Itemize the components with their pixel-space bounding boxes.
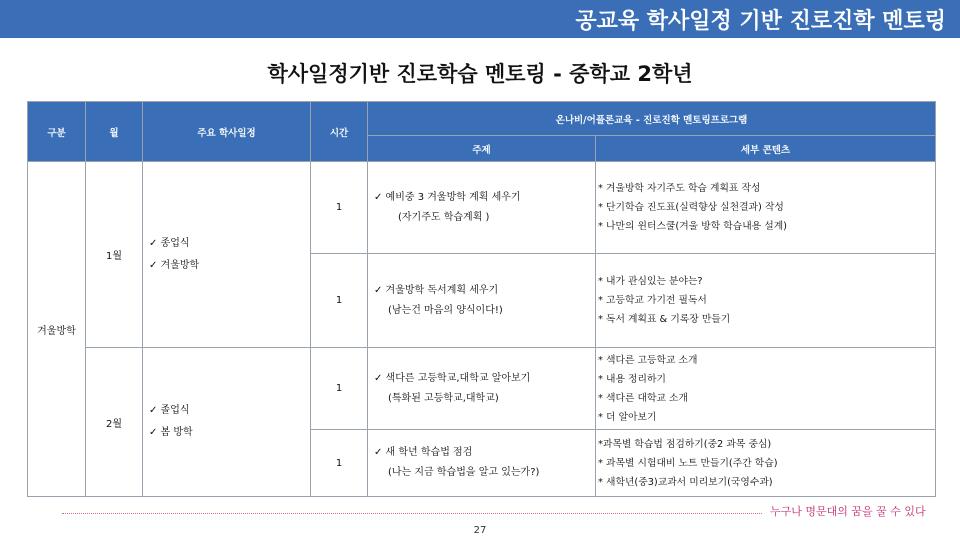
topic-main: ✓ 색다른 고등학교,대학교 알아보기	[374, 372, 531, 384]
detail-item: * 더 알아보기	[598, 411, 657, 423]
topic-main: ✓ 겨울방학 독서계획 세우기	[374, 284, 499, 296]
month-cell	[86, 348, 143, 497]
header-topic: 주제	[368, 136, 596, 162]
category-label: 겨울방학	[37, 325, 76, 337]
top-banner	[0, 0, 960, 38]
header-time: 시간	[311, 102, 368, 162]
schedule-event: ✓ 겨울방학	[149, 259, 200, 271]
category-cell	[28, 162, 86, 497]
details-cell	[596, 348, 936, 430]
footer-slogan: 누구나 명문대의 꿈을 꿀 수 있다	[770, 505, 926, 518]
detail-item: * 새학년(중3)교과서 미리보기(국영수과)	[598, 476, 773, 488]
topic-sub: (자기주도 학습계획 )	[398, 211, 490, 223]
details-cell	[596, 162, 936, 254]
header-details: 세부 콘텐츠	[596, 136, 936, 162]
detail-item: * 내가 관심있는 분야는?	[598, 276, 703, 287]
detail-item: * 과목별 시험대비 노트 만들기(주간 학습)	[598, 457, 778, 469]
time-cell: 1	[311, 430, 368, 497]
schedule-cell	[143, 348, 311, 497]
topic-cell	[368, 348, 596, 430]
detail-item: * 독서 계획표 & 기록장 만들기	[598, 314, 731, 325]
detail-item: * 색다른 고등학교 소개	[598, 354, 698, 366]
month-label: 1월	[105, 251, 123, 262]
detail-item: * 고등학교 가기전 필독서	[598, 295, 707, 306]
detail-item: * 내용 정리하기	[598, 373, 666, 385]
header-month: 월	[86, 102, 143, 162]
detail-item: * 단기학습 진도표(실력향상 실천결과) 작성	[598, 202, 784, 213]
topic-cell	[368, 254, 596, 348]
time-cell: 1	[311, 162, 368, 254]
header-category: 구분	[28, 102, 86, 162]
footer-divider	[62, 513, 762, 514]
topic-sub: (나는 지금 학습법을 알고 있는가?)	[388, 467, 540, 478]
schedule-event: ✓ 졸업식	[149, 405, 190, 416]
detail-item: * 색다른 대학교 소개	[598, 392, 688, 404]
time-cell: 1	[311, 254, 368, 348]
time-cell: 1	[311, 348, 368, 430]
page-title: 학사일정기반 진로학습 멘토링 - 중학교 2학년	[267, 62, 693, 86]
detail-item: * 나만의 윈터스쿨(겨울 방학 학습내용 설계)	[598, 221, 787, 232]
month-cell	[86, 162, 143, 348]
banner-title: 공교육 학사일정 기반 진로진학 멘토링	[575, 9, 946, 34]
schedule-event: ✓ 종업식	[149, 237, 190, 249]
header-schedule: 주요 학사일정	[143, 102, 311, 162]
details-cell	[596, 430, 936, 497]
topic-sub: (남는건 마음의 양식이다!)	[388, 304, 503, 316]
topic-cell	[368, 162, 596, 254]
topic-main: ✓ 새 학년 학습법 점검	[374, 447, 473, 458]
details-cell	[596, 254, 936, 348]
header-program: 온나비/어플론교육 - 진로진학 멘토링프로그램	[368, 102, 936, 136]
schedule-event: ✓ 봄 방학	[149, 427, 193, 438]
topic-cell	[368, 430, 596, 497]
detail-item: *과목별 학습법 점검하기(중2 과목 중심)	[598, 438, 772, 450]
month-label: 2월	[105, 418, 123, 430]
detail-item: * 겨울방학 자기주도 학습 계획표 작성	[598, 183, 761, 194]
topic-main: ✓ 예비중 3 겨울방학 계획 세우기	[374, 191, 521, 203]
page-number: 27	[473, 525, 487, 536]
schedule-table	[27, 101, 936, 497]
topic-sub: (특화된 고등학교,대학교)	[388, 392, 499, 404]
schedule-cell	[143, 162, 311, 348]
